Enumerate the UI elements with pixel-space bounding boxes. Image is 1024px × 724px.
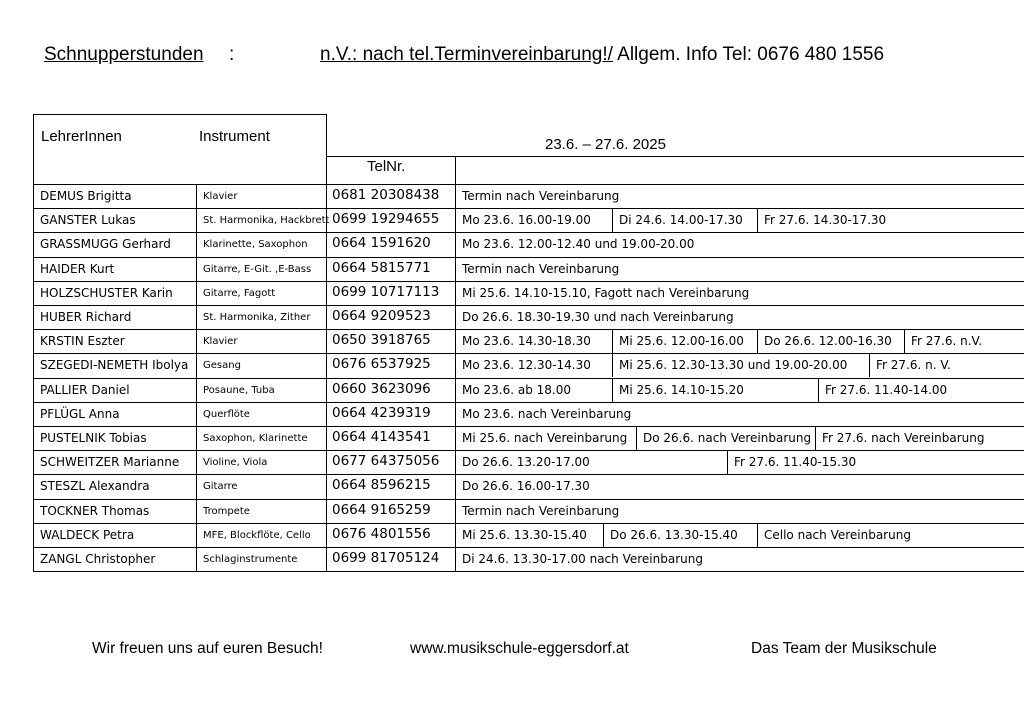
phone-number: 0676 6537925 — [332, 356, 431, 372]
schedule-slot: Mo 23.6. 12.00-12.40 und 19.00-20.00 — [462, 237, 695, 251]
slot-divider — [612, 208, 613, 232]
instrument: Klavier — [203, 191, 238, 202]
instrument: Trompete — [203, 506, 250, 517]
phone-number: 0650 3918765 — [332, 332, 431, 348]
table-row-line — [33, 232, 1024, 233]
table-row-line — [33, 208, 1024, 209]
instrument: St. Harmonika, Zither — [203, 312, 311, 323]
schedule-slot: Do 26.6. nach Vereinbarung — [643, 431, 812, 445]
table-row-line — [33, 353, 1024, 354]
schedule-slot: Do 26.6. 16.00-17.30 — [462, 479, 590, 493]
slot-divider — [612, 329, 613, 353]
contact-info — [320, 44, 884, 66]
schedule-slot: Mo 23.6. nach Vereinbarung — [462, 407, 632, 421]
schedule-slot: Mi 25.6. nach Vereinbarung — [462, 431, 628, 445]
slot-divider — [727, 450, 728, 474]
teacher-name: STESZL Alexandra — [40, 479, 150, 493]
teacher-name: WALDECK Petra — [40, 528, 135, 542]
teacher-name: SCHWEITZER Marianne — [40, 455, 180, 469]
header-instrument: Instrument — [199, 128, 270, 145]
teacher-name: TOCKNER Thomas — [40, 504, 150, 518]
instrument: Gitarre — [203, 481, 238, 492]
table-row-line — [33, 329, 1024, 330]
phone-number: 0664 9209523 — [332, 308, 431, 324]
schedule-slot: Mi 25.6. 13.30-15.40 — [462, 528, 587, 542]
info-phone: Allgem. Info Tel: 0676 480 1556 — [612, 44, 885, 65]
schedule-slot: Mi 25.6. 12.00-16.00 — [619, 334, 744, 348]
teacher-name: HUBER Richard — [40, 310, 132, 324]
instrument: Violine, Viola — [203, 457, 268, 468]
slot-divider — [612, 353, 613, 377]
table-col-schedule — [455, 156, 456, 571]
teacher-name: PUSTELNIK Tobias — [40, 431, 147, 445]
table-row-line — [33, 499, 1024, 500]
slot-divider — [904, 329, 905, 353]
slot-divider — [869, 353, 870, 377]
table-row-line — [33, 571, 1024, 572]
schedule-slot: Cello nach Vereinbarung — [764, 528, 911, 542]
teacher-name: SZEGEDI-NEMETH Ibolya — [40, 358, 189, 372]
teacher-name: PALLIER Daniel — [40, 383, 130, 397]
schedule-slot: Mo 23.6. 12.30-14.30 — [462, 358, 591, 372]
teacher-name: KRSTIN Eszter — [40, 334, 125, 348]
appointment-note: n.V.: nach tel.Terminvereinbarung!/ — [320, 44, 613, 65]
slot-divider — [757, 329, 758, 353]
teacher-name: ZANGL Christopher — [40, 552, 156, 566]
phone-number: 0660 3623096 — [332, 381, 431, 397]
schedule-slot: Di 24.6. 14.00-17.30 — [619, 213, 743, 227]
teacher-name: GRASSMUGG Gerhard — [40, 237, 171, 251]
slot-divider — [603, 523, 604, 547]
table-col-tel — [326, 114, 327, 571]
table-row-line — [33, 474, 1024, 475]
slot-divider — [636, 426, 637, 450]
schedule-slot: Mo 23.6. ab 18.00 — [462, 383, 571, 397]
teacher-name: GANSTER Lukas — [40, 213, 136, 227]
instrument: Klavier — [203, 336, 238, 347]
schedule-slot: Fr 27.6. 14.30-17.30 — [764, 213, 887, 227]
phone-number: 0664 4239319 — [332, 405, 431, 421]
phone-number: 0681 20308438 — [332, 187, 440, 203]
table-header-bottom — [33, 184, 1024, 185]
table-border-left — [33, 114, 34, 571]
phone-number: 0664 5815771 — [332, 260, 431, 276]
instrument: Gitarre, Fagott — [203, 288, 276, 299]
instrument: Posaune, Tuba — [203, 385, 275, 396]
schedule-slot: Do 26.6. 12.00-16.30 — [764, 334, 892, 348]
phone-number: 0664 4143541 — [332, 429, 431, 445]
slot-divider — [612, 378, 613, 402]
phone-number: 0664 1591620 — [332, 235, 431, 251]
slot-divider — [818, 378, 819, 402]
phone-number: 0699 19294655 — [332, 211, 440, 227]
schedule-slot: Do 26.6. 13.20-17.00 — [462, 455, 590, 469]
slot-divider — [757, 523, 758, 547]
schedule-slot: Di 24.6. 13.30-17.00 nach Vereinbarung — [462, 552, 703, 566]
schedule-slot: Termin nach Vereinbarung — [462, 262, 620, 276]
footer-greeting: Wir freuen uns auf euren Besuch! — [92, 640, 323, 657]
instrument: Saxophon, Klarinette — [203, 433, 308, 444]
teacher-name: PFLÜGL Anna — [40, 407, 120, 421]
phone-number: 0699 81705124 — [332, 550, 440, 566]
schedule-slot: Fr 27.6. 11.40-14.00 — [825, 383, 948, 397]
instrument: MFE, Blockflöte, Cello — [203, 530, 311, 541]
header-teacher: LehrerInnen — [41, 128, 122, 145]
schedule-slot: Termin nach Vereinbarung — [462, 189, 620, 203]
teacher-name: HAIDER Kurt — [40, 262, 115, 276]
page-title: Schnupperstunden — [44, 44, 204, 65]
schedule-slot: Do 26.6. 13.30-15.40 — [610, 528, 738, 542]
schedule-slot: Do 26.6. 18.30-19.30 und nach Vereinbarung — [462, 310, 734, 324]
instrument: Querflöte — [203, 409, 250, 420]
slot-divider — [757, 208, 758, 232]
table-border-top — [33, 114, 326, 115]
table-row-line — [33, 257, 1024, 258]
schedule-slot: Mo 23.6. 14.30-18.30 — [462, 334, 591, 348]
footer-website[interactable]: www.musikschule-eggersdorf.at — [410, 640, 629, 657]
header-tel: TelNr. — [367, 158, 406, 175]
phone-number: 0677 64375056 — [332, 453, 440, 469]
page-header — [44, 44, 994, 74]
schedule-slot: Mo 23.6. 16.00-19.00 — [462, 213, 591, 227]
table-row-line — [33, 378, 1024, 379]
instrument: Klarinette, Saxophon — [203, 239, 308, 250]
footer-team: Das Team der Musikschule — [751, 640, 937, 657]
page-title-colon: : — [229, 44, 235, 65]
schedule-slot: Mi 25.6. 14.10-15.10, Fagott nach Vereinbarung — [462, 286, 750, 300]
instrument: Gitarre, E-Git. ,E-Bass — [203, 264, 312, 275]
table-border-sub — [326, 156, 1024, 157]
instrument: Schlaginstrumente — [203, 554, 298, 565]
schedule-slot: Fr 27.6. n.V. — [911, 334, 983, 348]
teacher-name: HOLZSCHUSTER Karin — [40, 286, 173, 300]
table-row-line — [33, 547, 1024, 548]
schedule-slot: Mi 25.6. 12.30-13.30 und 19.00-20.00 — [619, 358, 848, 372]
phone-number: 0664 8596215 — [332, 477, 431, 493]
phone-number: 0676 4801556 — [332, 526, 431, 542]
phone-number: 0699 10717113 — [332, 284, 440, 300]
table-row-line — [33, 402, 1024, 403]
schedule-slot: Fr 27.6. 11.40-15.30 — [734, 455, 857, 469]
schedule-slot: Fr 27.6. n. V. — [876, 358, 951, 372]
schedule-slot: Termin nach Vereinbarung — [462, 504, 620, 518]
instrument: St. Harmonika, Hackbrett — [203, 215, 330, 226]
teacher-name: DEMUS Brigitta — [40, 189, 132, 203]
slot-divider — [815, 426, 816, 450]
table-row-line — [33, 305, 1024, 306]
schedule-slot: Fr 27.6. nach Vereinbarung — [822, 431, 985, 445]
table-row-line — [33, 523, 1024, 524]
table-row-line — [33, 426, 1024, 427]
instrument: Gesang — [203, 360, 241, 371]
header-date-range: 23.6. – 27.6. 2025 — [545, 136, 666, 153]
phone-number: 0664 9165259 — [332, 502, 431, 518]
table-row-line — [33, 450, 1024, 451]
schedule-table — [33, 114, 1024, 574]
schedule-slot: Mi 25.6. 14.10-15.20 — [619, 383, 744, 397]
table-row-line — [33, 281, 1024, 282]
